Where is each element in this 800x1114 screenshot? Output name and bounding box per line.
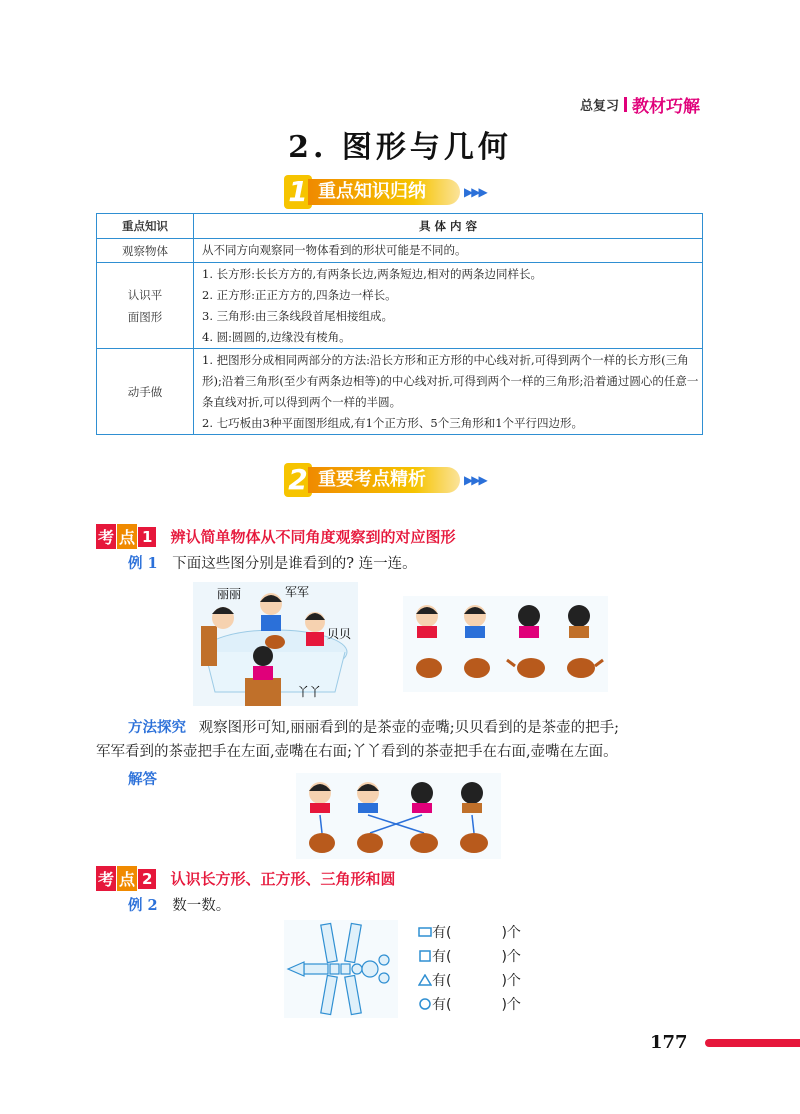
content-line: 2. 七巧板由3种平面图形组成,有1个正方形、5个三角形和1个平行四边形。 (202, 415, 584, 430)
teapot-1 (416, 658, 442, 678)
exam-point-tag: 考 (96, 524, 116, 549)
shirt (253, 666, 273, 680)
table-topic: 动手做 (97, 349, 194, 435)
knowledge-table (96, 213, 703, 435)
teapot-4 (460, 833, 488, 853)
square-shape (330, 964, 339, 974)
method-label: 方法探究 (128, 719, 186, 736)
teapot-2 (464, 658, 490, 678)
example-text: 数一数。 (172, 898, 231, 914)
example-label: 例 2 (128, 897, 158, 914)
table-topic: 观察物体 (97, 239, 194, 263)
kid-3 (411, 782, 433, 813)
count-prefix: 有( (432, 973, 452, 989)
table-row (97, 349, 703, 435)
kid-4 (461, 782, 483, 813)
table-content (194, 349, 703, 435)
match-figure (403, 596, 608, 692)
page-title: 2. 图形与几何 (288, 130, 512, 165)
section-number: 1 (284, 175, 312, 209)
teapot (265, 635, 285, 649)
section-banner-2 (284, 463, 486, 497)
kid-1 (309, 782, 331, 813)
method-text-2: 军军看到的茶壶把手在左面,壶嘴在右面;丫丫看到的茶壶把手在右面,壶嘴在左面。 (96, 744, 618, 760)
count-row-square (418, 944, 521, 968)
count-row-rectangle (418, 920, 521, 944)
count-prefix: 有( (432, 949, 452, 965)
tea-table-scene-figure (193, 582, 358, 706)
circle-shape (352, 964, 362, 974)
content-line: 3. 三角形:由三条线段首尾相接组成。 (202, 308, 394, 323)
girl-yaya (253, 646, 273, 666)
count-suffix: )个 (501, 925, 521, 941)
table-content (194, 263, 703, 349)
content-line: 2. 正方形:正正方方的,四条边一样长。 (202, 287, 397, 302)
circle-shape (379, 973, 389, 983)
count-row-circle (418, 992, 521, 1016)
example-text: 下面这些图分别是谁看到的? 连一连。 (172, 556, 417, 572)
kid-2 (464, 605, 486, 638)
section-label: 重点知识归纳 (308, 179, 460, 205)
table-header-row (97, 214, 703, 239)
table-row (97, 239, 703, 263)
answer-label-text: 解答 (128, 771, 157, 788)
exam-point-number: 2 (138, 869, 156, 889)
square-shape (341, 964, 350, 974)
arrows-icon: ▶▶▶ (464, 185, 486, 199)
triangle-icon (418, 974, 432, 986)
header-divider (624, 97, 627, 112)
content-line: 1. 把图形分成相同两部分的方法:沿长方形和正方形的中心线对折,可得到两个一样的长方形(三角形);沿着三角形(至少有两条边相等)的中心线对折,可得到两个一样的三角形;沿着通过圆心的任意一条直线对折,可以得到两个一样的半圆。 (202, 352, 699, 409)
count-prefix: 有( (432, 997, 452, 1013)
table-topic-text: 认识平面图形 (127, 287, 163, 324)
kid-2 (357, 782, 379, 813)
label-lili: 丽丽 (217, 587, 242, 601)
table-topic (97, 263, 194, 349)
shirt (306, 632, 324, 646)
label-junjun: 军军 (285, 585, 310, 599)
table-row (97, 263, 703, 349)
table-content (194, 239, 703, 263)
label-yaya: 丫丫 (297, 685, 322, 699)
arrows-icon: ▶▶▶ (464, 473, 486, 487)
exam-point-tag: 点 (117, 866, 137, 891)
count-suffix: )个 (501, 973, 521, 989)
kid-1 (416, 605, 438, 638)
teapot-2 (357, 833, 383, 853)
kid-4 (568, 605, 590, 638)
chair-left (201, 626, 217, 666)
circle-icon (418, 998, 432, 1010)
teapot-3 (410, 833, 438, 853)
header-section: 总复习 (579, 99, 619, 114)
square-icon (418, 950, 432, 962)
running-header (580, 92, 700, 117)
exam-point-tag: 考 (96, 866, 116, 891)
method-text: 观察图形可知,丽丽看到的是茶壶的壶嘴;贝贝看到的是茶壶的把手; (198, 720, 619, 736)
teapot-1 (309, 833, 335, 853)
page-number: 177 (650, 1032, 688, 1053)
rectangle-icon (418, 926, 432, 938)
teapot-4 (567, 658, 595, 678)
exam-point-tag: 点 (117, 524, 137, 549)
rectangle-shape (304, 964, 328, 974)
exam-point-1 (96, 524, 455, 549)
example-2 (128, 894, 230, 918)
table-header-cell: 具 体 内 容 (194, 214, 703, 239)
exam-point-title: 辨认简单物体从不同角度观察到的对应图形 (170, 528, 456, 546)
exam-point-number: 1 (138, 527, 156, 547)
section-label: 重要考点精析 (308, 467, 460, 493)
count-suffix: )个 (501, 997, 521, 1013)
example-1 (128, 552, 417, 576)
shirt (261, 615, 281, 631)
section-banner-1 (284, 175, 486, 209)
shape-figure (284, 920, 398, 1018)
header-brand: 教材巧解 (632, 97, 700, 117)
count-suffix: )个 (501, 949, 521, 965)
count-list (418, 920, 521, 1016)
count-prefix: 有( (432, 925, 452, 941)
chair-front (245, 678, 281, 706)
content-line: 4. 圆:圆圆的,边缘没有棱角。 (202, 329, 351, 344)
teapot-3 (517, 658, 545, 678)
count-row-triangle (418, 968, 521, 992)
exam-point-title: 认识长方形、正方形、三角形和圆 (170, 870, 396, 888)
content-line: 从不同方向观察同一物体看到的形状可能是不同的。 (202, 243, 467, 257)
label-beibei: 贝贝 (327, 627, 352, 641)
answer-figure (296, 773, 501, 859)
content-line: 1. 长方形:长长方方的,有两条长边,两条短边,相对的两条边同样长。 (202, 266, 542, 281)
table-header-cell: 重点知识 (97, 214, 194, 239)
circle-shape (362, 961, 378, 977)
method-paragraph (128, 716, 708, 740)
exam-point-2 (96, 866, 395, 891)
answer-label (128, 768, 157, 792)
kid-3 (518, 605, 540, 638)
example-label: 例 1 (128, 555, 158, 572)
section-number: 2 (284, 463, 312, 497)
circle-shape (379, 955, 389, 965)
page-bar (705, 1039, 800, 1047)
